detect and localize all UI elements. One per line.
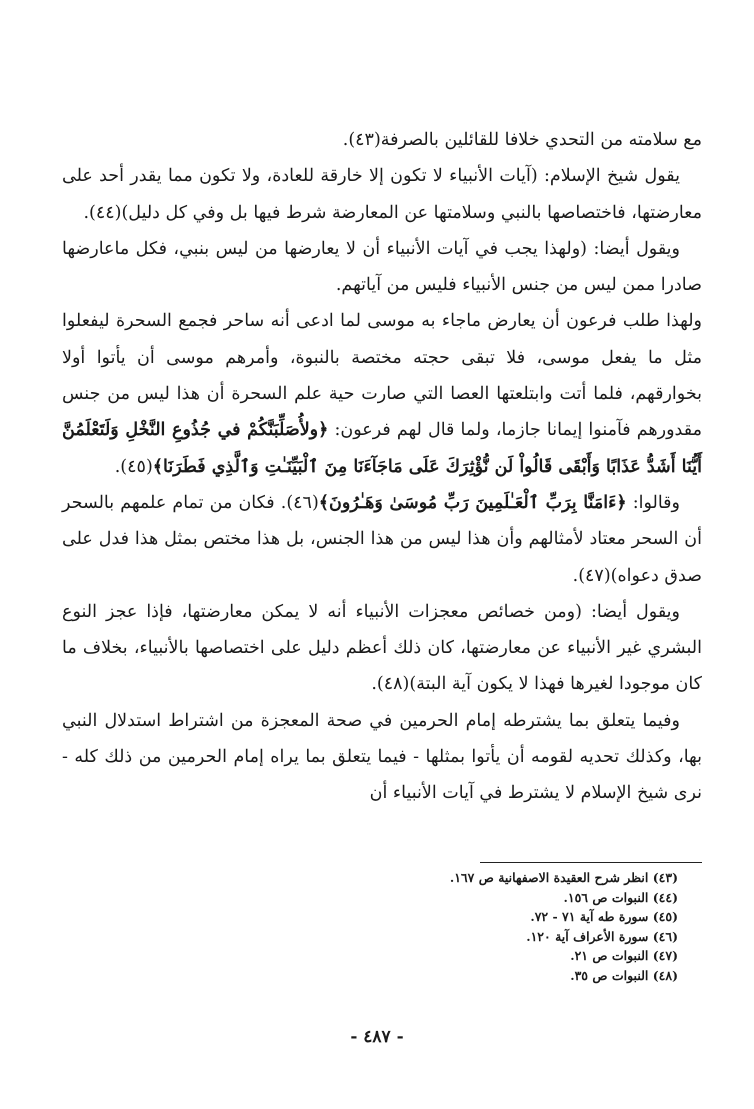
paragraph-continuation: مع سلامته من التحدي خلافا للقائلين بالصرفة(٤٣). <box>342 130 702 150</box>
paragraph-sorcerers <box>62 485 702 594</box>
paragraph-shaykh-quote-2: ويقول أيضا: (ولهذا يجب في آيات الأنبياء أن لا يعارضها من ليس بنبي، فكل ماعارضها صادرا ممن ليس من جنس الأنبياء فليس من آياتهم. <box>62 238 702 296</box>
quran-verse-taha: ﴿ولأُصَلِّبَنَّكُمْ في جُذُوعِ النَّخْلِ وَلَتَعْلَمُنَّ أَيُّنَا أَشَدُّ عَذَابًا وَأَبْقَى قَالُواْ لَن نُّؤْثِرَكَ عَلَى مَاجَآءَنَا مِنَ ٱلْبَيِّنَـٰتِ وَٱلَّذِي فَطَرَنَا﴾ <box>62 420 702 477</box>
footnotes <box>62 868 702 986</box>
footnote-45: (٤٥) سورة طه آية ٧١ - ٧٢. <box>530 909 678 925</box>
page-number: - ٤٨٧ - <box>350 1027 404 1047</box>
sorcerers-continuation: (٤٦). فكان من تمام علمهم بالسحر أن السحر معتاد لأمثالهم وأن هذا ليس من هذا الجنس، بل هذا مختص بمثل هذا فدل على صدق دعواه)(٤٧). <box>62 492 702 586</box>
paragraph-pharaoh-story <box>62 303 702 484</box>
footnote-43: (٤٣) انظر شرح العقيدة الاصفهانية ص ١٦٧. <box>449 870 678 885</box>
footnote-divider <box>480 862 702 863</box>
paragraph-shaykh-quote-3: ويقول أيضا: (ومن خصائص معجزات الأنبياء أنه لا يمكن معارضتها، فإذا عجز النوع البشري غير الأنبياء عن معارضتها، كان ذلك أعظم دليل على اختصاصها بالأنبياء، بخلاف ما كان موجودا لغيرها فهذا لا يكون آية البتة)(٤٨). <box>62 601 702 695</box>
paragraph-shaykh-quote-1: يقول شيخ الإسلام: (آيات الأنبياء لا تكون إلا خارقة للعادة، ولا تكون مما يقدر أحد على معارضتها، فاختصاصها بالنبي وسلامتها عن المعارضة شرط فيها بل وفي كل دليل)(٤٤). <box>62 166 702 223</box>
footnote-47: (٤٧) النبوات ص ٢١. <box>570 948 678 964</box>
quran-verse-araf: ﴿ءَامَنَّا بِرَبِّ ٱلْعَـٰلَمِينَ رَبِّ مُوسَىٰ وَهَـٰرُونَ﴾ <box>318 492 627 513</box>
footnote-46: (٤٦) سورة الأعراف آية ١٢٠. <box>526 928 678 944</box>
pharaoh-story-text: ولهذا طلب فرعون أن يعارض ماجاء به موسى لما ادعى أنه ساحر فجمع السحرة ليفعلوا مثل ما يفعل موسى، فلا تبقى حجته مختصة بالنبوة، وأمرهم موسى أن يأتوا أولا بخوارقهم، فلما أتت وابتلعتها العصا التي صارت حية علم السحرة أن هذا ليس من جنس مقدورهم فآمنوا إيمانا جازما، ولما قال لهم فرعون: <box>62 311 702 441</box>
sorcerers-said-text: وقالوا: <box>632 492 680 513</box>
footnote-48: (٤٨) النبوات ص ٣٥. <box>570 967 678 983</box>
footnote-ref-45: (٤٥). <box>114 456 153 477</box>
main-text <box>62 122 702 812</box>
paragraph-imam-haramayn: وفيما يتعلق بما يشترطه إمام الحرمين في صحة المعجزة من اشتراط استدلال النبي بها، وكذلك تحديه لقومه أن يأتوا بمثلها - فيما يتعلق بما يراه إمام الحرمين من ذلك كله - نرى شيخ الإسلام لا يشترط في آيات الأنبياء أن <box>62 710 702 804</box>
footnote-44: (٤٤) النبوات ص ١٥٦. <box>563 889 678 905</box>
